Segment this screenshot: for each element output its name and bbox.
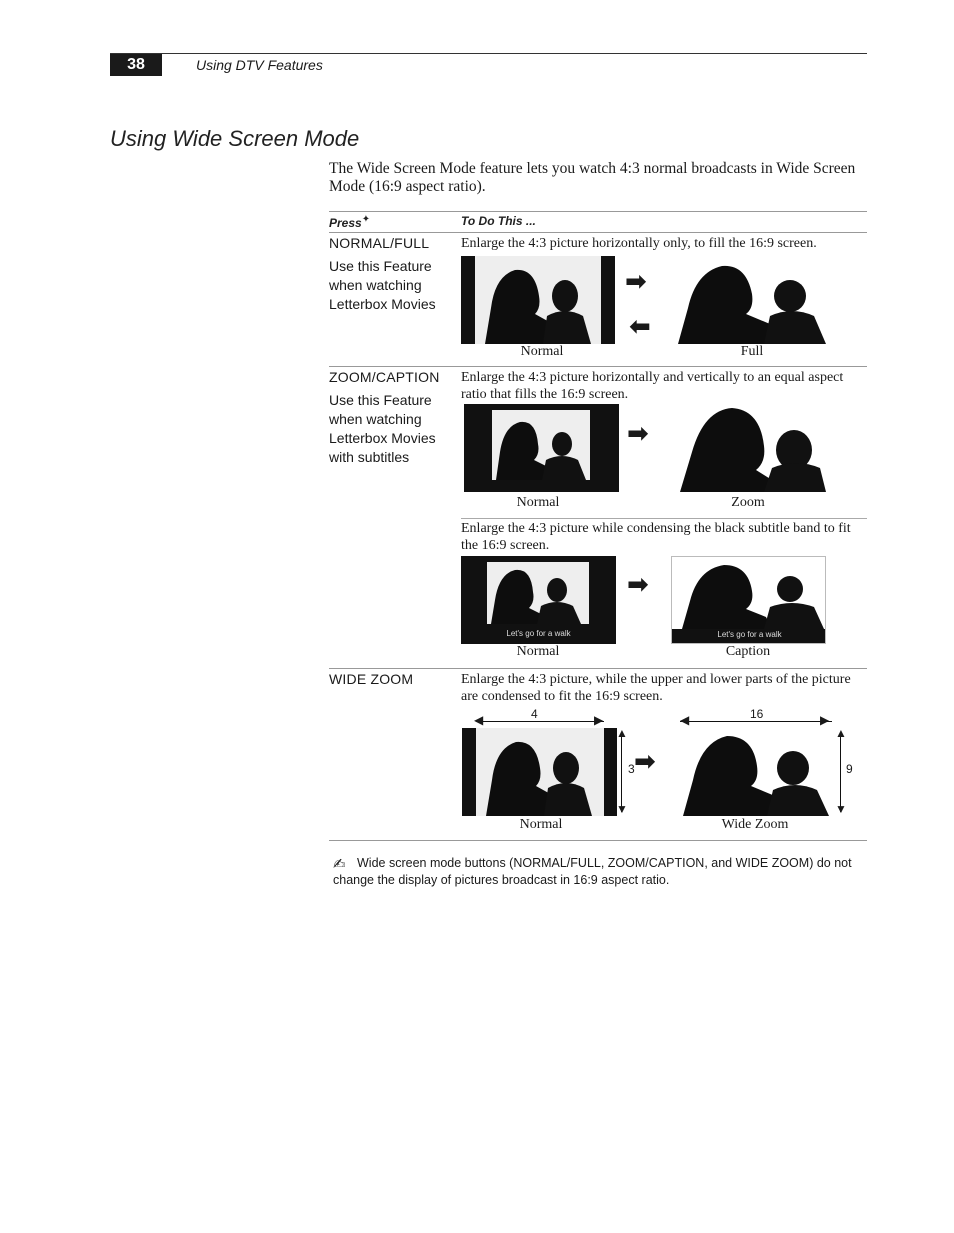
arrowhead-up-icon: ▲ (616, 726, 628, 740)
header-rule (110, 53, 867, 54)
arrow-right-icon: ➡ (627, 418, 649, 448)
caption-full: Full (740, 344, 764, 359)
caption-normal: Normal (516, 495, 560, 510)
dimension-label-4: 4 (531, 707, 538, 721)
description: Enlarge the 4:3 picture while condensing the black subtitle band to fit the 16:9 screen. (461, 521, 851, 553)
dimension-line-16 (680, 721, 832, 722)
tv-normal-letterbox (464, 404, 619, 492)
row-rule (329, 366, 867, 367)
note-pencil-icon: ✍ (333, 856, 346, 873)
intro-paragraph: The Wide Screen Mode feature lets you watch 4:3 normal broadcasts in Wide Screen Mode (16:9 aspect ratio). (329, 160, 856, 195)
arrow-right-icon: ➡ (627, 569, 649, 599)
tv-caption (671, 556, 826, 644)
dimension-line-3 (621, 732, 622, 812)
arrowhead-left-icon: ◀ (680, 713, 690, 727)
tv-normal-letterbox (462, 728, 617, 816)
sub-row-rule (461, 518, 867, 519)
caption-caption: Caption (725, 644, 771, 659)
subtitle-text: Let's go for a walk (506, 629, 571, 638)
dimension-label-9: 9 (846, 762, 853, 776)
table-top-rule (329, 211, 867, 212)
arrowhead-left-icon: ◀ (474, 713, 484, 727)
arrowhead-down-icon: ▼ (835, 802, 847, 816)
feature-note: Use this Feature when watching Letterbox Movies (329, 258, 436, 312)
caption-normal: Normal (519, 817, 563, 832)
arrow-right-icon: ➡ (634, 746, 656, 776)
note-text: Wide screen mode buttons (NORMAL/FULL, ZOOM/CAPTION, and WIDE ZOOM) do not change the display of pictures broadcast in 16:9 aspect ratio. (333, 856, 852, 887)
description: Enlarge the 4:3 picture horizontally and vertically to an equal aspect ratio that fills the 16:9 screen. (461, 370, 844, 402)
row-rule (329, 668, 867, 669)
arrow-right-icon: ➡ (625, 266, 647, 296)
dimension-label-16: 16 (750, 707, 764, 721)
tv-normal-letterbox (461, 256, 615, 344)
column-header-press: Press✦ (329, 214, 371, 230)
caption-normal: Normal (516, 644, 560, 659)
tv-zoom (676, 404, 826, 492)
running-head: Using DTV Features (196, 57, 323, 73)
description: Enlarge the 4:3 picture horizontally only, to fill the 16:9 screen. (461, 236, 817, 251)
caption-wide-zoom: Wide Zoom (721, 817, 789, 832)
tv-full (670, 256, 830, 344)
tv-wide-zoom (675, 728, 833, 816)
table-header-rule (329, 232, 867, 233)
feature-note: Use this Feature when watching Letterbox Movies with subtitles (329, 392, 436, 465)
description: Enlarge the 4:3 picture, while the upper and lower parts of the picture are condensed to fit the 16:9 screen. (461, 672, 851, 704)
table-bottom-rule (329, 840, 867, 841)
page-number: 38 (110, 54, 162, 76)
button-normal-full: NORMAL/FULL (329, 235, 430, 251)
caption-normal: Normal (520, 344, 564, 359)
subtitle-text: Let's go for a walk (717, 630, 782, 639)
caption-zoom: Zoom (731, 495, 765, 510)
arrowhead-right-icon: ▶ (820, 713, 830, 727)
dimension-line-4 (476, 721, 604, 722)
button-wide-zoom: WIDE ZOOM (329, 671, 414, 687)
arrow-left-icon: ⬅ (629, 311, 651, 341)
dimension-label-3: 3 (628, 762, 635, 776)
tv-normal-subtitled (461, 556, 616, 644)
section-title: Using Wide Screen Mode (110, 126, 360, 151)
arrowhead-up-icon: ▲ (835, 726, 847, 740)
dimension-line-9 (840, 732, 841, 812)
column-header-todo: To Do This ... (461, 214, 536, 228)
button-zoom-caption: ZOOM/CAPTION (329, 369, 440, 385)
arrowhead-down-icon: ▼ (616, 802, 628, 816)
arrowhead-right-icon: ▶ (594, 713, 604, 727)
